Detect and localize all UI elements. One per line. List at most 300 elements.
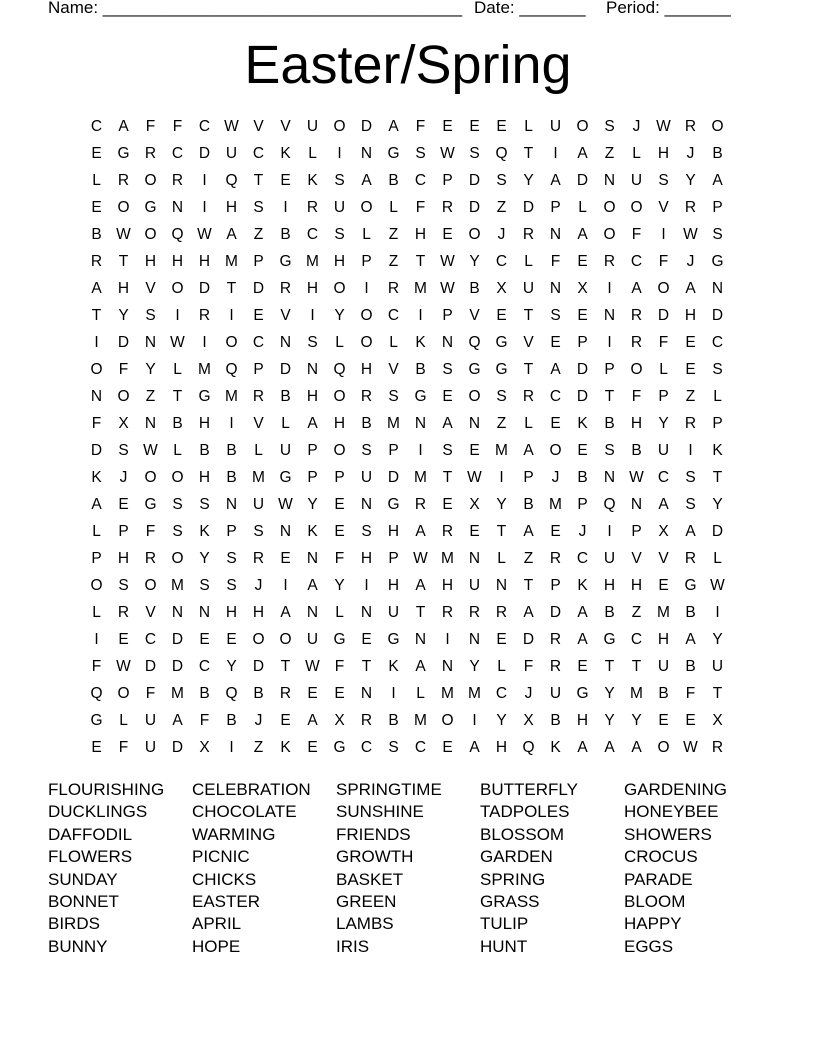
grid-letter: M	[225, 252, 238, 270]
grid-letter: E	[334, 522, 345, 540]
grid-letter: F	[334, 657, 345, 675]
grid-letter: G	[387, 144, 400, 162]
grid-letter: M	[171, 576, 184, 594]
grid-letter: S	[172, 522, 183, 540]
grid-letter: U	[549, 684, 562, 702]
grid-letter: Y	[604, 711, 615, 729]
grid-letter: D	[576, 171, 589, 189]
grid-letter: Q	[225, 360, 238, 378]
grid-letter: K	[712, 441, 723, 459]
grid-letter: A	[415, 576, 426, 594]
grid-letter: U	[306, 630, 319, 648]
grid-letter: I	[418, 306, 423, 324]
word-list-item: DAFFODIL	[48, 824, 133, 844]
grid-letter: K	[388, 657, 399, 675]
grid-letter: O	[225, 333, 238, 351]
word-list-item: BUNNY	[48, 936, 108, 956]
grid-letter: Z	[523, 549, 534, 567]
grid-letter: N	[441, 333, 454, 351]
grid-letter: I	[202, 198, 207, 216]
grid-letter: J	[686, 252, 695, 270]
word-list-item: GREEN	[336, 891, 397, 911]
grid-letter: A	[631, 279, 642, 297]
grid-letter: R	[360, 711, 373, 729]
grid-letter: W	[278, 495, 293, 513]
grid-letter: H	[306, 279, 319, 297]
grid-letter: S	[685, 468, 696, 486]
grid-letter: J	[497, 225, 506, 243]
grid-letter: B	[172, 414, 183, 432]
grid-letter: B	[199, 441, 210, 459]
grid-letter: R	[360, 387, 373, 405]
grid-letter: I	[175, 306, 180, 324]
grid-letter: I	[283, 576, 288, 594]
grid-letter: I	[94, 333, 99, 351]
grid-letter: X	[658, 522, 669, 540]
grid-letter: E	[577, 306, 588, 324]
grid-letter: O	[630, 198, 643, 216]
grid-letter: R	[279, 279, 292, 297]
word-list-item: SHOWERS	[624, 824, 712, 844]
grid-letter: P	[388, 441, 399, 459]
grid-letter: K	[280, 144, 291, 162]
grid-letter: R	[468, 603, 481, 621]
grid-letter: B	[523, 495, 534, 513]
grid-letter: S	[361, 441, 372, 459]
grid-letter: M	[630, 684, 643, 702]
grid-letter: B	[685, 603, 696, 621]
grid-letter: J	[632, 117, 641, 135]
grid-letter: L	[281, 414, 290, 432]
grid-letter: Z	[388, 252, 399, 270]
grid-letter: B	[577, 468, 588, 486]
grid-letter: S	[415, 144, 426, 162]
grid-letter: A	[577, 630, 588, 648]
word-list-item: FLOWERS	[48, 847, 133, 867]
grid-letter: S	[469, 144, 480, 162]
grid-letter: B	[604, 603, 615, 621]
grid-letter: Z	[604, 144, 615, 162]
grid-letter: S	[712, 225, 723, 243]
word-list-item: FRIENDS	[336, 824, 411, 844]
grid-letter: A	[307, 576, 318, 594]
grid-letter: U	[630, 171, 643, 189]
letter-grid	[83, 113, 731, 761]
grid-letter: H	[252, 603, 265, 621]
grid-letter: B	[415, 360, 426, 378]
grid-letter: J	[551, 468, 560, 486]
grid-letter: M	[468, 684, 481, 702]
grid-letter: R	[441, 198, 454, 216]
grid-letter: F	[334, 549, 345, 567]
grid-letter: E	[253, 306, 264, 324]
grid-letter: D	[252, 279, 265, 297]
grid-letter: L	[335, 603, 344, 621]
grid-letter: A	[226, 225, 237, 243]
grid-letter: R	[198, 306, 211, 324]
grid-letter: Z	[685, 387, 696, 405]
grid-letter: A	[685, 279, 696, 297]
grid-letter: N	[279, 522, 292, 540]
grid-letter: I	[607, 522, 612, 540]
grid-letter: O	[117, 387, 130, 405]
grid-letter: Z	[496, 414, 507, 432]
word-list-item: HONEYBEE	[624, 802, 719, 822]
grid-letter: O	[333, 117, 346, 135]
header-fields	[48, 0, 732, 20]
grid-letter: C	[657, 468, 670, 486]
grid-letter: A	[658, 495, 669, 513]
grid-letter: D	[657, 306, 670, 324]
grid-letter: S	[253, 198, 264, 216]
grid-letter: C	[495, 684, 508, 702]
grid-letter: T	[604, 387, 615, 405]
word-list-item: CELEBRATION	[192, 780, 311, 799]
grid-letter: A	[415, 657, 426, 675]
grid-letter: A	[415, 522, 426, 540]
grid-letter: O	[117, 684, 130, 702]
grid-letter: D	[171, 630, 184, 648]
grid-letter: E	[685, 360, 696, 378]
grid-letter: G	[333, 630, 346, 648]
grid-letter: C	[171, 144, 184, 162]
grid-letter: R	[90, 252, 103, 270]
grid-letter: V	[469, 306, 480, 324]
grid-letter: Y	[307, 495, 318, 513]
grid-letter: Z	[388, 225, 399, 243]
grid-letter: L	[713, 549, 722, 567]
grid-letter: P	[712, 414, 723, 432]
grid-letter: H	[333, 252, 346, 270]
grid-letter: U	[279, 441, 292, 459]
grid-letter: E	[307, 684, 318, 702]
grid-letter: T	[361, 657, 372, 675]
grid-letter: Y	[658, 414, 669, 432]
grid-letter: F	[550, 252, 561, 270]
grid-letter: E	[280, 549, 291, 567]
grid-letter: B	[469, 279, 480, 297]
grid-letter: T	[172, 387, 183, 405]
grid-letter: H	[333, 414, 346, 432]
grid-letter: D	[549, 603, 562, 621]
grid-letter: P	[550, 576, 561, 594]
grid-letter: W	[656, 117, 671, 135]
grid-letter: T	[91, 306, 102, 324]
grid-letter: L	[254, 441, 263, 459]
grid-letter: D	[360, 117, 373, 135]
grid-letter: F	[145, 684, 156, 702]
grid-letter: E	[442, 495, 453, 513]
grid-letter: N	[171, 603, 184, 621]
grid-letter: O	[333, 441, 346, 459]
grid-letter: R	[387, 279, 400, 297]
grid-letter: S	[226, 576, 237, 594]
grid-letter: L	[713, 387, 722, 405]
grid-letter: G	[117, 144, 130, 162]
grid-letter: E	[577, 441, 588, 459]
grid-letter: L	[308, 144, 317, 162]
grid-letter: L	[524, 414, 533, 432]
grid-letter: D	[144, 657, 157, 675]
grid-letter: Q	[225, 684, 238, 702]
grid-letter: G	[603, 630, 616, 648]
word-list-item: WARMING	[192, 824, 276, 844]
grid-letter: R	[117, 171, 130, 189]
grid-letter: O	[144, 576, 157, 594]
grid-letter: V	[658, 549, 669, 567]
grid-letter: E	[685, 333, 696, 351]
grid-letter: N	[225, 495, 238, 513]
grid-letter: D	[90, 441, 103, 459]
word-list-item: GARDENING	[624, 780, 727, 799]
grid-letter: W	[440, 144, 455, 162]
grid-letter: Q	[468, 333, 481, 351]
grid-letter: F	[199, 711, 210, 729]
grid-letter: H	[495, 738, 508, 756]
grid-letter: O	[549, 441, 562, 459]
grid-letter: A	[523, 441, 534, 459]
page-title: Easter/Spring	[244, 35, 572, 95]
grid-letter: D	[198, 144, 211, 162]
grid-letter: I	[445, 630, 450, 648]
grid-letter: H	[657, 630, 670, 648]
grid-letter: R	[711, 738, 724, 756]
grid-letter: D	[468, 198, 481, 216]
grid-letter: S	[172, 495, 183, 513]
grid-letter: Q	[90, 684, 103, 702]
grid-letter: E	[496, 630, 507, 648]
grid-letter: N	[711, 279, 724, 297]
grid-letter: A	[523, 603, 534, 621]
grid-letter: L	[416, 684, 425, 702]
grid-letter: W	[116, 225, 131, 243]
grid-letter: V	[145, 603, 156, 621]
grid-letter: H	[171, 252, 184, 270]
grid-letter: N	[414, 630, 427, 648]
grid-letter: P	[604, 360, 615, 378]
grid-letter: R	[414, 495, 427, 513]
grid-letter: N	[414, 414, 427, 432]
word-list-item: SUNDAY	[48, 869, 118, 889]
grid-letter: V	[388, 360, 399, 378]
grid-letter: Z	[145, 387, 156, 405]
grid-letter: P	[253, 252, 264, 270]
grid-letter: D	[522, 630, 535, 648]
word-list-item: SPRING	[480, 869, 546, 889]
grid-letter: Z	[253, 738, 264, 756]
grid-letter: F	[172, 117, 183, 135]
grid-letter: L	[524, 252, 533, 270]
grid-letter: O	[90, 360, 103, 378]
grid-letter: S	[496, 387, 507, 405]
grid-letter: P	[361, 252, 372, 270]
period-field[interactable]: Period: _______	[606, 0, 731, 17]
grid-letter: O	[468, 225, 481, 243]
grid-letter: G	[711, 252, 724, 270]
grid-letter: T	[712, 468, 723, 486]
grid-letter: T	[415, 603, 426, 621]
grid-letter: A	[388, 117, 399, 135]
grid-letter: D	[198, 279, 211, 297]
grid-letter: B	[631, 441, 642, 459]
grid-letter: M	[306, 252, 319, 270]
grid-letter: L	[632, 144, 641, 162]
grid-letter: U	[333, 198, 346, 216]
grid-letter: S	[253, 522, 264, 540]
grid-letter: S	[334, 171, 345, 189]
grid-letter: J	[254, 711, 263, 729]
grid-letter: I	[607, 279, 612, 297]
grid-letter: C	[414, 171, 427, 189]
grid-letter: E	[226, 630, 237, 648]
grid-letter: G	[90, 711, 103, 729]
grid-letter: D	[576, 387, 589, 405]
word-list-item: BLOOM	[624, 891, 686, 911]
grid-letter: H	[198, 252, 211, 270]
grid-letter: D	[279, 360, 292, 378]
grid-letter: J	[578, 522, 587, 540]
grid-letter: B	[658, 684, 669, 702]
grid-letter: E	[307, 738, 318, 756]
word-list-item: IRIS	[336, 936, 370, 956]
grid-letter: W	[197, 225, 212, 243]
grid-letter: B	[199, 684, 210, 702]
grid-letter: H	[360, 360, 373, 378]
grid-letter: P	[442, 171, 453, 189]
grid-letter: W	[413, 549, 428, 567]
grid-letter: H	[360, 549, 373, 567]
grid-letter: S	[550, 306, 561, 324]
grid-letter: I	[364, 576, 369, 594]
grid-letter: N	[441, 657, 454, 675]
grid-letter: F	[118, 738, 129, 756]
grid-letter: P	[577, 333, 588, 351]
grid-letter: F	[91, 657, 102, 675]
grid-letter: M	[414, 279, 427, 297]
grid-letter: E	[496, 117, 507, 135]
grid-letter: J	[524, 684, 533, 702]
grid-letter: P	[631, 522, 642, 540]
grid-letter: E	[577, 657, 588, 675]
grid-letter: E	[550, 414, 561, 432]
grid-letter: E	[469, 117, 480, 135]
grid-letter: A	[280, 603, 291, 621]
grid-letter: S	[226, 549, 237, 567]
grid-letter: W	[305, 657, 320, 675]
grid-letter: C	[198, 117, 211, 135]
grid-letter: L	[173, 441, 182, 459]
grid-letter: P	[550, 198, 561, 216]
grid-letter: H	[630, 414, 643, 432]
word-list-item: GRASS	[480, 891, 540, 911]
grid-letter: T	[280, 657, 291, 675]
grid-letter: I	[391, 684, 396, 702]
grid-letter: E	[577, 252, 588, 270]
grid-letter: A	[307, 711, 318, 729]
grid-letter: T	[442, 468, 453, 486]
grid-letter: S	[658, 171, 669, 189]
grid-letter: Y	[496, 711, 507, 729]
word-list-item: FLOURISHING	[48, 780, 165, 799]
grid-letter: Q	[522, 738, 535, 756]
grid-letter: N	[495, 576, 508, 594]
grid-letter: K	[280, 738, 291, 756]
grid-letter: T	[523, 144, 534, 162]
grid-letter: X	[523, 711, 534, 729]
grid-letter: A	[577, 603, 588, 621]
grid-letter: O	[171, 279, 184, 297]
grid-letter: G	[495, 360, 508, 378]
grid-letter: D	[387, 468, 400, 486]
grid-letter: A	[118, 117, 129, 135]
date-field[interactable]: Date: _______	[474, 0, 586, 17]
grid-letter: X	[199, 738, 210, 756]
grid-letter: O	[657, 279, 670, 297]
grid-letter: T	[523, 306, 534, 324]
grid-letter: I	[661, 225, 666, 243]
grid-letter: Y	[469, 657, 480, 675]
grid-letter: O	[360, 306, 373, 324]
grid-letter: M	[225, 387, 238, 405]
grid-letter: E	[469, 441, 480, 459]
grid-letter: K	[91, 468, 102, 486]
word-list-item: APRIL	[192, 914, 242, 934]
grid-letter: P	[442, 306, 453, 324]
grid-letter: H	[657, 144, 670, 162]
grid-letter: K	[307, 522, 318, 540]
word-list-item: SUNSHINE	[336, 802, 424, 822]
grid-letter: S	[685, 495, 696, 513]
grid-letter: X	[496, 279, 507, 297]
grid-letter: E	[280, 171, 291, 189]
grid-letter: G	[576, 684, 589, 702]
grid-letter: M	[252, 468, 265, 486]
grid-letter: H	[603, 576, 616, 594]
grid-letter: T	[253, 171, 264, 189]
grid-letter: E	[91, 738, 102, 756]
grid-letter: D	[711, 306, 724, 324]
grid-letter: T	[523, 360, 534, 378]
name-field[interactable]: Name: ______________________________________	[48, 0, 463, 17]
grid-letter: H	[198, 414, 211, 432]
grid-letter: C	[711, 333, 724, 351]
grid-letter: M	[414, 468, 427, 486]
grid-letter: R	[117, 603, 130, 621]
grid-letter: X	[712, 711, 723, 729]
word-list-item: BIRDS	[48, 914, 100, 934]
grid-letter: Q	[333, 360, 346, 378]
word-list-item: PICNIC	[192, 847, 250, 867]
grid-letter: Y	[469, 252, 480, 270]
grid-letter: T	[226, 279, 237, 297]
grid-letter: O	[279, 630, 292, 648]
grid-letter: B	[685, 657, 696, 675]
grid-letter: F	[685, 684, 696, 702]
grid-letter: V	[658, 198, 669, 216]
grid-letter: Q	[171, 225, 184, 243]
grid-letter: R	[441, 522, 454, 540]
grid-letter: K	[550, 738, 561, 756]
grid-letter: L	[335, 333, 344, 351]
grid-letter: G	[144, 495, 157, 513]
grid-letter: D	[171, 738, 184, 756]
grid-letter: M	[387, 414, 400, 432]
word-list-item: SPRINGTIME	[336, 780, 442, 799]
word-list-item: GROWTH	[336, 847, 414, 867]
grid-letter: P	[253, 360, 264, 378]
grid-letter: B	[91, 225, 102, 243]
grid-letter: C	[252, 333, 265, 351]
